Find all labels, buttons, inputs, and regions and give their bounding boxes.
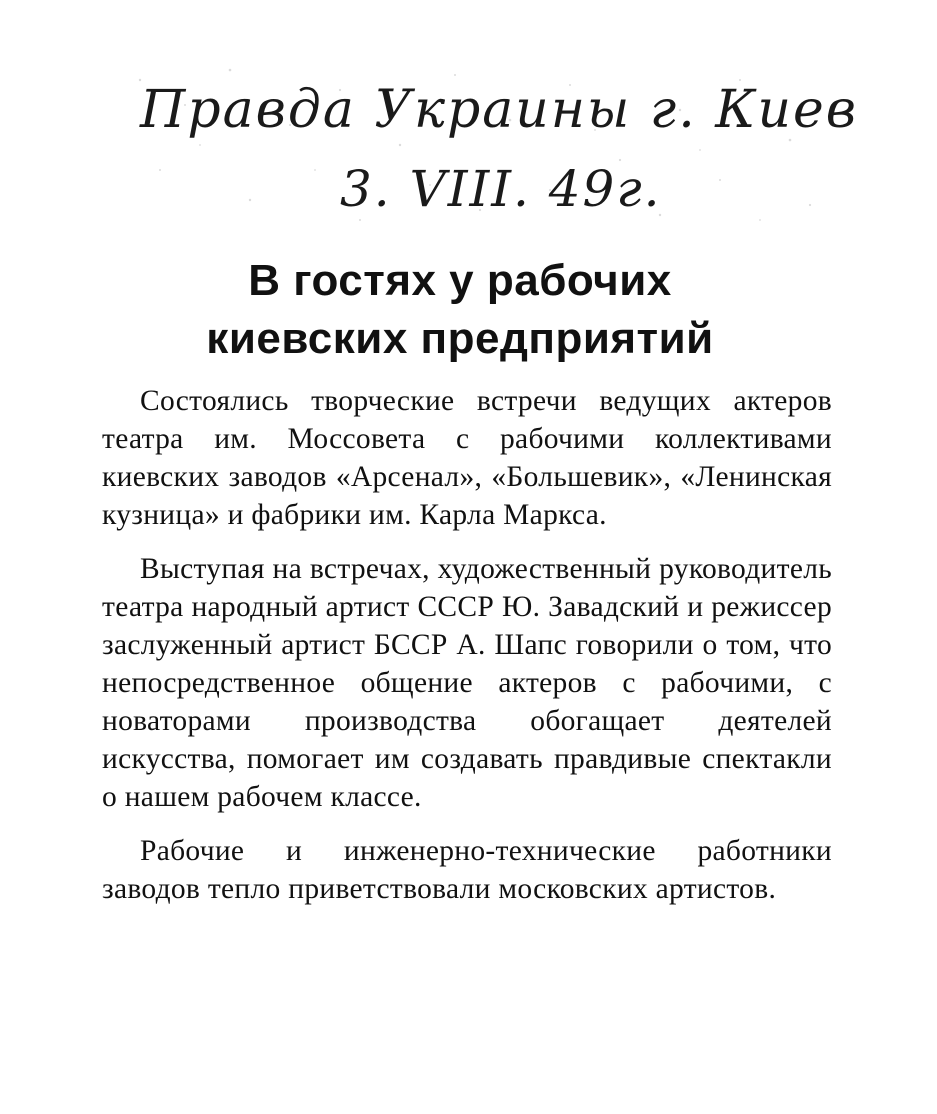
article-headline: [100, 252, 820, 368]
handwritten-source-line: Правда Украины г. Киев: [140, 80, 859, 140]
headline-line-1: В гостях у рабочих: [248, 256, 672, 305]
handwritten-source-note: [120, 60, 859, 240]
article-paragraph-3: Рабочие и инженерно-технические работники заводов тепло приветствовали московских артистов.: [102, 835, 832, 905]
article-body: [102, 382, 832, 924]
handwritten-date-line: 3. VIII. 49г.: [340, 160, 662, 218]
article-paragraph-1: Состоялись творческие встречи ведущих актеров театра им. Моссовета с рабочими коллективами киевских заводов «Арсенал», «Большевик», «Ленинская кузница» и фабрики им. Карла Маркса.: [102, 385, 832, 531]
headline-line-2: киевских предприятий: [206, 314, 714, 363]
article-paragraph-2: Выступая на встречах, художественный руководитель театра народный артист СССР Ю. Завадский и режиссер заслуженный артист БССР А. Шапс говорили о том, что непосредственное общение актеров с рабочими, с новаторами производства обогащает деятелей искусства, помогает им создавать правдивые спектакли о нашем рабочем классе.: [102, 553, 832, 813]
